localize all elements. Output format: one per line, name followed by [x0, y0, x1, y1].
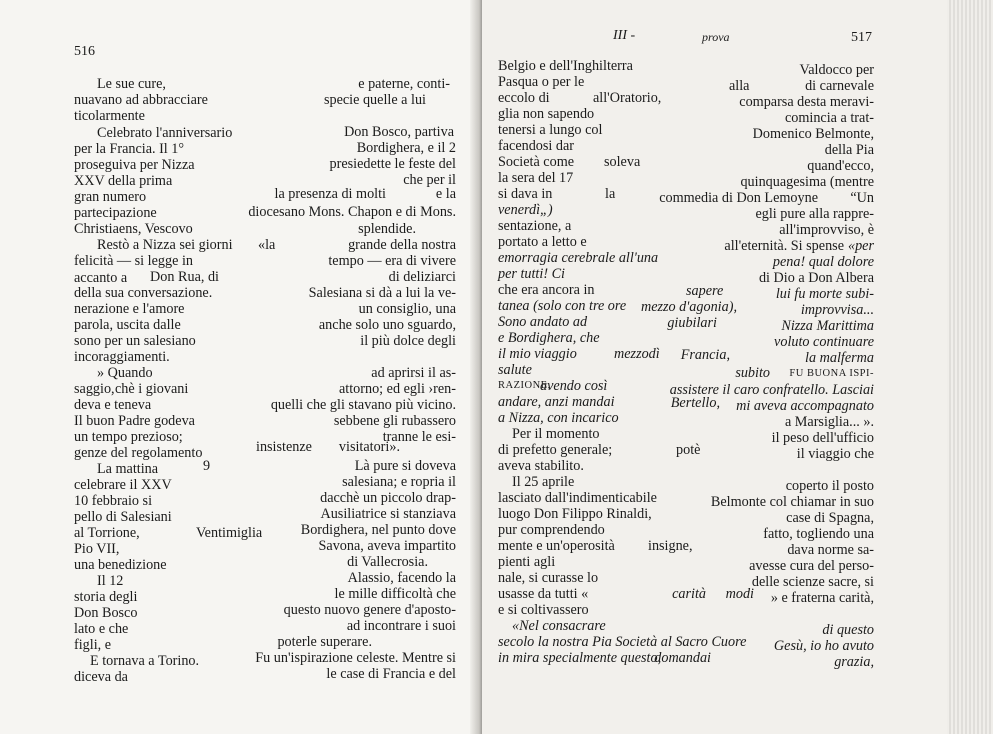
left-text-line: Bordighera, nel punto dove [300, 522, 456, 538]
right-text-line: voluto continuare [774, 334, 874, 350]
left-text-line: 9 [203, 458, 211, 474]
right-text-line: Nizza Marittima [781, 318, 874, 334]
left-text-line: partecipazione [74, 205, 157, 221]
left-text-line: » Quando [97, 365, 153, 381]
right-text-line: » e fraterna carità, [770, 590, 874, 606]
left-text-line: specie quelle a lui [323, 92, 426, 108]
right-text-line: subito [735, 365, 770, 381]
left-text-line: per la Francia. Il 1° [74, 141, 185, 157]
left-text-line: un tempo prezioso; [74, 429, 183, 445]
left-text-line: ad incontrare i suoi [346, 618, 456, 634]
right-text-line: giubilari [667, 315, 717, 331]
left-text-line: Ventimiglia [196, 525, 263, 541]
left-text-line: nuavano ad abbracciare [74, 92, 208, 108]
left-text-line: che per il [403, 172, 456, 188]
left-text-line: E tornava a Torino. [90, 653, 200, 669]
right-text-line: salute [498, 362, 532, 378]
right-text-line: lasciato dall'indimenticabile [498, 490, 657, 506]
left-text-line: anche solo uno sguardo, [318, 317, 456, 333]
left-text-line: Don Rua, di [150, 269, 219, 285]
right-text-line: mi aveva accompagnato [736, 398, 874, 414]
right-text-line: Belgio e dell'Inghilterra [498, 58, 633, 74]
right-text-line: la sera del 17 [498, 170, 574, 186]
page-number-right: 517 [851, 30, 872, 45]
right-text-line: di carnevale [805, 78, 874, 94]
left-text-line: Don Bosco [74, 605, 138, 621]
right-text-line: Gesù, io ho avuto [773, 638, 874, 654]
right-text-line: pur comprendendo [498, 522, 605, 538]
right-text-line: mente e un'operosità [498, 538, 615, 554]
right-text-line: Belmonte col chiamar in suo [710, 494, 874, 510]
left-text-line: figli, e [74, 637, 112, 653]
running-header: III - [613, 28, 636, 43]
right-text-line: di questo [822, 622, 874, 638]
right-text-line: e si coltivassero [498, 602, 589, 618]
right-text-line: mezzodì [614, 346, 660, 362]
left-text-line: di Vallecrosia. [347, 554, 428, 570]
left-text-line: Bordighera, e il 2 [356, 140, 456, 156]
left-text-line: Il 12 [97, 573, 124, 589]
left-text-line: la presenza di molti [274, 186, 386, 202]
right-text-line: all'Oratorio, [593, 90, 662, 106]
left-text-line: Don Bosco, partiva [344, 124, 454, 140]
right-text-line: glia non sapendo [498, 106, 595, 122]
left-text-line: XXV della prima [74, 173, 173, 189]
right-text-line: avesse cura del perso- [749, 558, 874, 574]
right-text-line: il viaggio che [796, 446, 874, 462]
right-text-line: la [605, 186, 616, 202]
left-text-line: deva e teneva [74, 397, 152, 413]
left-text-line: pello di Salesiani [74, 509, 172, 525]
right-page [482, 0, 993, 734]
left-text-line: ticolarmente [74, 108, 145, 124]
left-text-line: Il buon Padre godeva [74, 413, 195, 429]
left-text-line: sebbene gli rubassero [333, 413, 456, 429]
right-text-line: e Bordighera, che [498, 330, 600, 346]
left-text-line: questo nuovo genere d'aposto- [283, 602, 456, 618]
left-text-line: diceva da [74, 669, 128, 685]
right-text-line: usasse da tutti « [498, 586, 589, 602]
page-number-left: 516 [74, 44, 95, 59]
right-text-line: di Dio a Don Albera [758, 270, 874, 286]
right-text-line: la malferma [805, 350, 874, 366]
right-text-line: potè [676, 442, 701, 458]
left-text-line: lato e che [74, 621, 129, 637]
right-text-line: dava norme sa- [787, 542, 874, 558]
right-text-line: mezzo d'agonia), [640, 299, 737, 315]
right-text-line: portato a letto e [498, 234, 587, 250]
left-text-line: Celebrato l'anniversario [97, 125, 233, 141]
left-text-line: Restò a Nizza sei giorni [97, 237, 233, 253]
right-text-line: soleva [604, 154, 641, 170]
left-text-line: sono per un salesiano [74, 333, 196, 349]
right-text-line: il peso dell'ufficio [771, 430, 874, 446]
left-text-line: quelli che gli stavano più vicino. [270, 397, 456, 413]
right-text-line: RAZIONE, [498, 380, 551, 391]
right-text-line: quand'ecco, [807, 158, 874, 174]
left-text-line: le mille difficoltà che [334, 586, 456, 602]
left-text-line: Savona, aveva impartito [318, 538, 456, 554]
left-page [0, 0, 478, 734]
right-text-line: andare, anzi mandai [498, 394, 615, 410]
left-text-line: e la [435, 186, 456, 202]
left-text-line: poterle superare. [277, 634, 372, 650]
left-text-line: il più dolce degli [360, 333, 456, 349]
right-text-line: in mira specialmente questo, [498, 650, 662, 666]
right-text-line: a Marsiglia... ». [784, 414, 874, 430]
left-text-line: dacchè un piccolo drap- [320, 490, 456, 506]
right-text-line: comincia a trat- [784, 110, 874, 126]
right-text-line: si dava in [498, 186, 553, 202]
right-text-line: Sono andato ad [498, 314, 588, 330]
left-text-line: celebrare il XXV [74, 477, 172, 493]
left-text-line: Salesiana si dà a lui la ve- [308, 285, 456, 301]
right-text-line: tanea (solo con tre ore [498, 298, 627, 314]
right-text-line: Domenico Belmonte, [752, 126, 874, 142]
right-text-line: all'improvviso, è [779, 222, 874, 238]
right-text-line: modi [725, 586, 754, 602]
right-text-line: all'eternità. Si spense [724, 238, 844, 254]
right-text-line: che era ancora in [498, 282, 595, 298]
left-text-line: Christiaens, Vescovo [74, 221, 193, 237]
right-text-line: nale, si curasse lo [498, 570, 599, 586]
left-text-line: visitatori». [338, 439, 400, 455]
left-text-line: Fu un'ispirazione celeste. Mentre si [255, 650, 456, 666]
right-text-line: quinquagesima (mentre [740, 174, 874, 190]
right-text-line: tenersi a lungo col [498, 122, 603, 138]
left-text-line: incoraggiamenti. [74, 349, 170, 365]
left-text-line: le case di Francia e del [326, 666, 456, 682]
right-text-line: lui fu morte subi- [775, 286, 874, 302]
right-text-line: emorragia cerebrale all'una [498, 250, 659, 266]
left-text-line: di deliziarci [388, 269, 456, 285]
right-text-line: grazia, [834, 654, 874, 670]
right-text-line: improvvisa... [800, 302, 874, 318]
left-text-line: diocesano Mons. Chapon e di Mons. [248, 204, 456, 220]
right-text-line: domandai [654, 650, 711, 666]
left-text-line: attorno; ed egli ›ren- [339, 381, 456, 397]
right-text-line: secolo la nostra Pia Società al Sacro Cuore [498, 634, 747, 650]
left-text-line: genze del regolamento [74, 445, 203, 461]
right-text-line: commedia di Don Lemoyne [659, 190, 818, 206]
right-text-line: sapere [686, 283, 724, 299]
left-text-line: presiedette le feste del [329, 156, 456, 172]
right-text-line: pienti agli [498, 554, 556, 570]
left-text-line: nerazione e l'amore [74, 301, 185, 317]
left-text-line: Pio VII, [74, 541, 120, 557]
left-text-line: al Torrione, [74, 525, 140, 541]
right-text-line: per tutti! Ci [498, 266, 565, 282]
right-text-line: Francia, [680, 347, 730, 363]
left-text-line: Ausiliatrice si stanziava [320, 506, 456, 522]
right-text-line: Bertello, [670, 395, 720, 411]
left-text-line: e paterne, conti- [358, 76, 450, 92]
right-text-line: pena! qual dolore [772, 254, 874, 270]
right-text-line: insigne, [648, 538, 693, 554]
left-text-line: La mattina [97, 461, 159, 477]
right-text-line: FU BUONA ISPI- [789, 368, 874, 379]
right-text-line: sentazione, a [498, 218, 572, 234]
right-text-line: venerdì„) [498, 202, 553, 218]
right-text-line: aveva stabilito. [498, 458, 584, 474]
left-text-line: salesiana; e ropria il [342, 474, 456, 490]
right-text-line: fatto, togliendo una [763, 526, 874, 542]
left-text-line: ad aprirsi il as- [371, 365, 456, 381]
left-text-line: storia degli [74, 589, 138, 605]
right-text-line: Il 25 aprile [512, 474, 575, 490]
right-text-line: coperto il posto [785, 478, 874, 494]
right-text-line: il mio viaggio [498, 346, 577, 362]
right-text-line: carità [672, 586, 706, 602]
right-text-line: avendo così [540, 378, 608, 394]
right-text-line: della Pia [824, 142, 874, 158]
right-text-line: Società come [498, 154, 575, 170]
right-text-line: Pasqua o per le [498, 74, 585, 90]
left-text-line: felicità — si legge in [74, 253, 193, 269]
right-text-line: assistere il caro confratello. Lasciai [669, 382, 874, 398]
right-text-line: egli pure alla rappre- [755, 206, 874, 222]
right-text-line: comparsa desta meravi- [739, 94, 874, 110]
left-text-line: splendide. [358, 221, 416, 237]
right-text-line: luogo Don Filippo Rinaldi, [498, 506, 652, 522]
left-text-line: «la [258, 237, 276, 253]
left-text-line: insistenze [256, 439, 312, 455]
left-text-line: tranne le esi- [382, 429, 456, 445]
right-text-line: di prefetto generale; [498, 442, 613, 458]
right-text-line: «per [847, 238, 874, 254]
left-text-line: un consiglio, una [358, 301, 456, 317]
right-text-line: facendosi dar [498, 138, 575, 154]
right-text-line: a Nizza, con incarico [498, 410, 619, 426]
left-text-line: della sua conversazione. [74, 285, 213, 301]
right-text-line: case di Spagna, [786, 510, 874, 526]
left-text-line: grande della nostra [348, 237, 456, 253]
right-text-line: “Un [850, 190, 874, 206]
left-text-line: accanto a [74, 270, 128, 286]
left-text-line: Alassio, facendo la [347, 570, 456, 586]
left-text-line: gran numero [74, 189, 147, 205]
right-text-line: alla [729, 78, 750, 94]
left-text-line: una benedizione [74, 557, 167, 573]
running-header-word: prova [702, 30, 730, 44]
right-text-line: eccolo di [498, 90, 550, 106]
left-text-line: Là pure si doveva [354, 458, 456, 474]
left-text-line: proseguiva per Nizza [74, 157, 195, 173]
left-text-line: 10 febbraio si [74, 493, 153, 509]
right-text-line: delle scienze sacre, si [751, 574, 874, 590]
left-text-line: parola, uscita dalle [74, 317, 181, 333]
left-text-line: saggio, [74, 381, 115, 397]
right-text-line: Per il momento [512, 426, 600, 442]
left-text-line: chè i giovani [115, 381, 189, 397]
page-edges [947, 0, 993, 734]
right-text-line: «Nel consacrare [512, 618, 606, 634]
right-text-line: Valdocco per [799, 62, 874, 78]
left-text-line: tempo — era di vivere [328, 253, 456, 269]
left-text-line: Le sue cure, [97, 76, 166, 92]
